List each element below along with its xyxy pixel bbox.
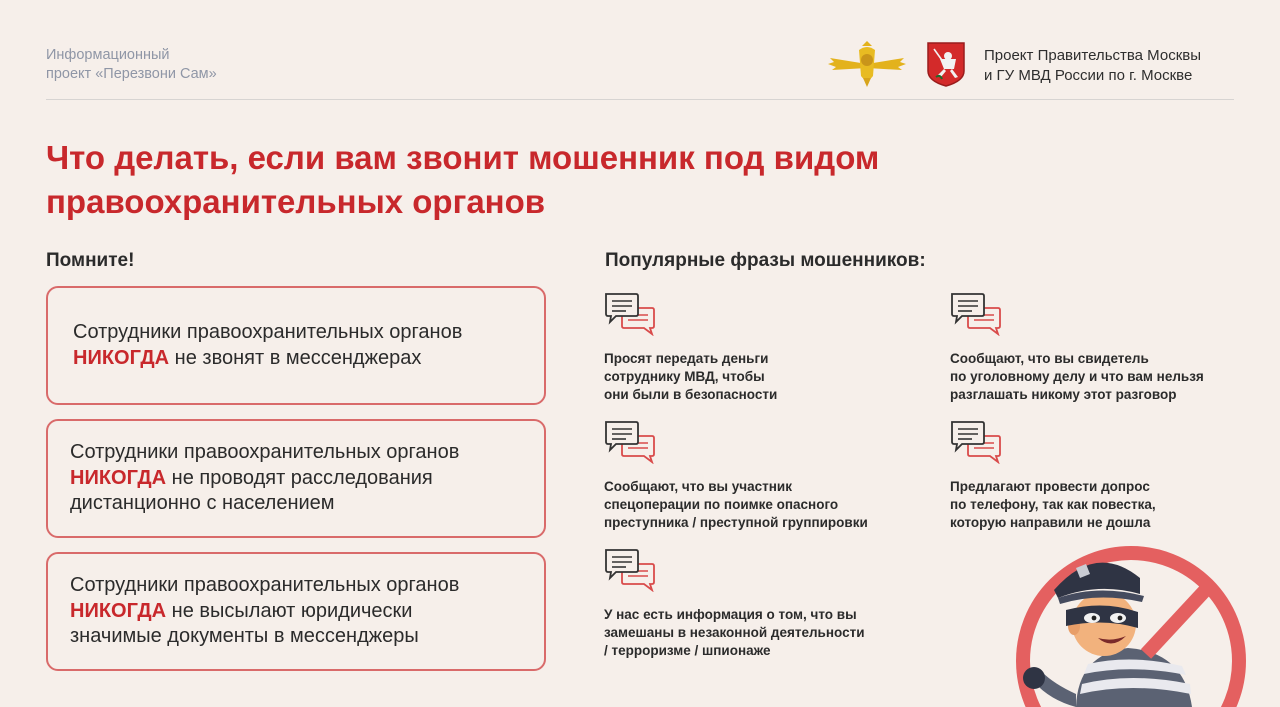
project-caption-line: Информационный	[46, 47, 170, 63]
phrase-item	[604, 292, 778, 402]
chat-bubbles-icon	[950, 292, 1002, 336]
never-keyword: НИКОГДА	[70, 599, 167, 622]
phrase-text-line: Сообщают, что вы участник	[604, 479, 792, 494]
phrase-text-line: Предлагают провести допрос	[950, 479, 1150, 494]
header-divider	[46, 99, 1234, 100]
rule-card	[46, 419, 546, 538]
rule-card-text	[70, 466, 544, 492]
rule-card-text: Сотрудники правоохранительных органов	[70, 574, 460, 597]
phrases-heading: Популярные фразы мошенников:	[605, 250, 926, 271]
phrase-text-line: У нас есть информация о том, что вы	[604, 607, 857, 622]
police-emblem-icon	[826, 40, 908, 88]
remember-heading: Помните!	[46, 250, 135, 271]
phrase-item	[604, 548, 865, 658]
page-title	[46, 136, 1046, 224]
phrase-item	[950, 420, 1156, 530]
phrase-text	[604, 350, 777, 404]
thief-illustration	[1006, 544, 1254, 707]
project-owner-line: и ГУ МВД России по г. Москве	[984, 67, 1193, 84]
rule-card-text: Сотрудники правоохранительных органов	[70, 441, 460, 464]
rule-card-text: дистанционно с населением	[70, 492, 335, 515]
chat-bubbles-icon	[950, 420, 1002, 464]
rule-card-text: значимые документы в мессенджеры	[70, 625, 419, 648]
phrase-text-line: замешаны в незаконной деятельности	[604, 625, 865, 640]
phrase-text-line: преступника / преступной группировки	[604, 515, 868, 530]
phrase-text-line: Просят передать деньги	[604, 351, 769, 366]
phrase-item	[950, 292, 1204, 402]
phrase-text-line: Сообщают, что вы свидетель	[950, 351, 1149, 366]
chat-bubbles-icon	[604, 292, 656, 336]
phrase-text-line: по уголовному делу и что вам нельзя	[950, 369, 1204, 384]
phrase-text-line: / терроризме / шпионаже	[604, 643, 771, 658]
chat-bubbles-icon	[604, 420, 656, 464]
phrase-text-line: они были в безопасности	[604, 387, 778, 402]
rule-card	[46, 552, 546, 671]
moscow-coat-of-arms-icon	[926, 41, 966, 87]
phrase-text	[604, 606, 865, 660]
never-keyword: НИКОГДА	[73, 346, 170, 369]
phrase-item	[604, 420, 868, 530]
never-keyword: НИКОГДА	[70, 466, 167, 489]
rule-card-text: не высылают юридически	[166, 599, 413, 622]
project-caption	[46, 46, 217, 84]
page-title-line: правоохранительных органов	[46, 183, 546, 220]
project-caption-line: проект «Перезвони Сам»	[46, 66, 217, 82]
phrase-text-line: разглашать никому этот разговор	[950, 387, 1177, 402]
rule-card	[46, 286, 546, 405]
rule-card-text	[70, 599, 544, 625]
rule-card-text	[73, 346, 544, 372]
phrase-text	[604, 478, 868, 532]
rule-card-text: не проводят расследования	[166, 466, 433, 489]
phrase-text-line: спецоперации по поимке опасного	[604, 497, 839, 512]
project-owner-caption	[984, 46, 1201, 86]
rule-card-text: не звонят в мессенджерах	[169, 346, 422, 369]
page-title-line: Что делать, если вам звонит мошенник под видом	[46, 139, 880, 176]
rule-card-text: Сотрудники правоохранительных органов	[73, 321, 463, 343]
phrase-text-line: которую направили не дошла	[950, 515, 1151, 530]
phrase-text	[950, 350, 1204, 404]
phrase-text-line: сотруднику МВД, чтобы	[604, 369, 765, 384]
chat-bubbles-icon	[604, 548, 656, 592]
phrase-text-line: по телефону, так как повестка,	[950, 497, 1156, 512]
project-owner-line: Проект Правительства Москвы	[984, 47, 1202, 64]
phrase-text	[950, 478, 1156, 532]
